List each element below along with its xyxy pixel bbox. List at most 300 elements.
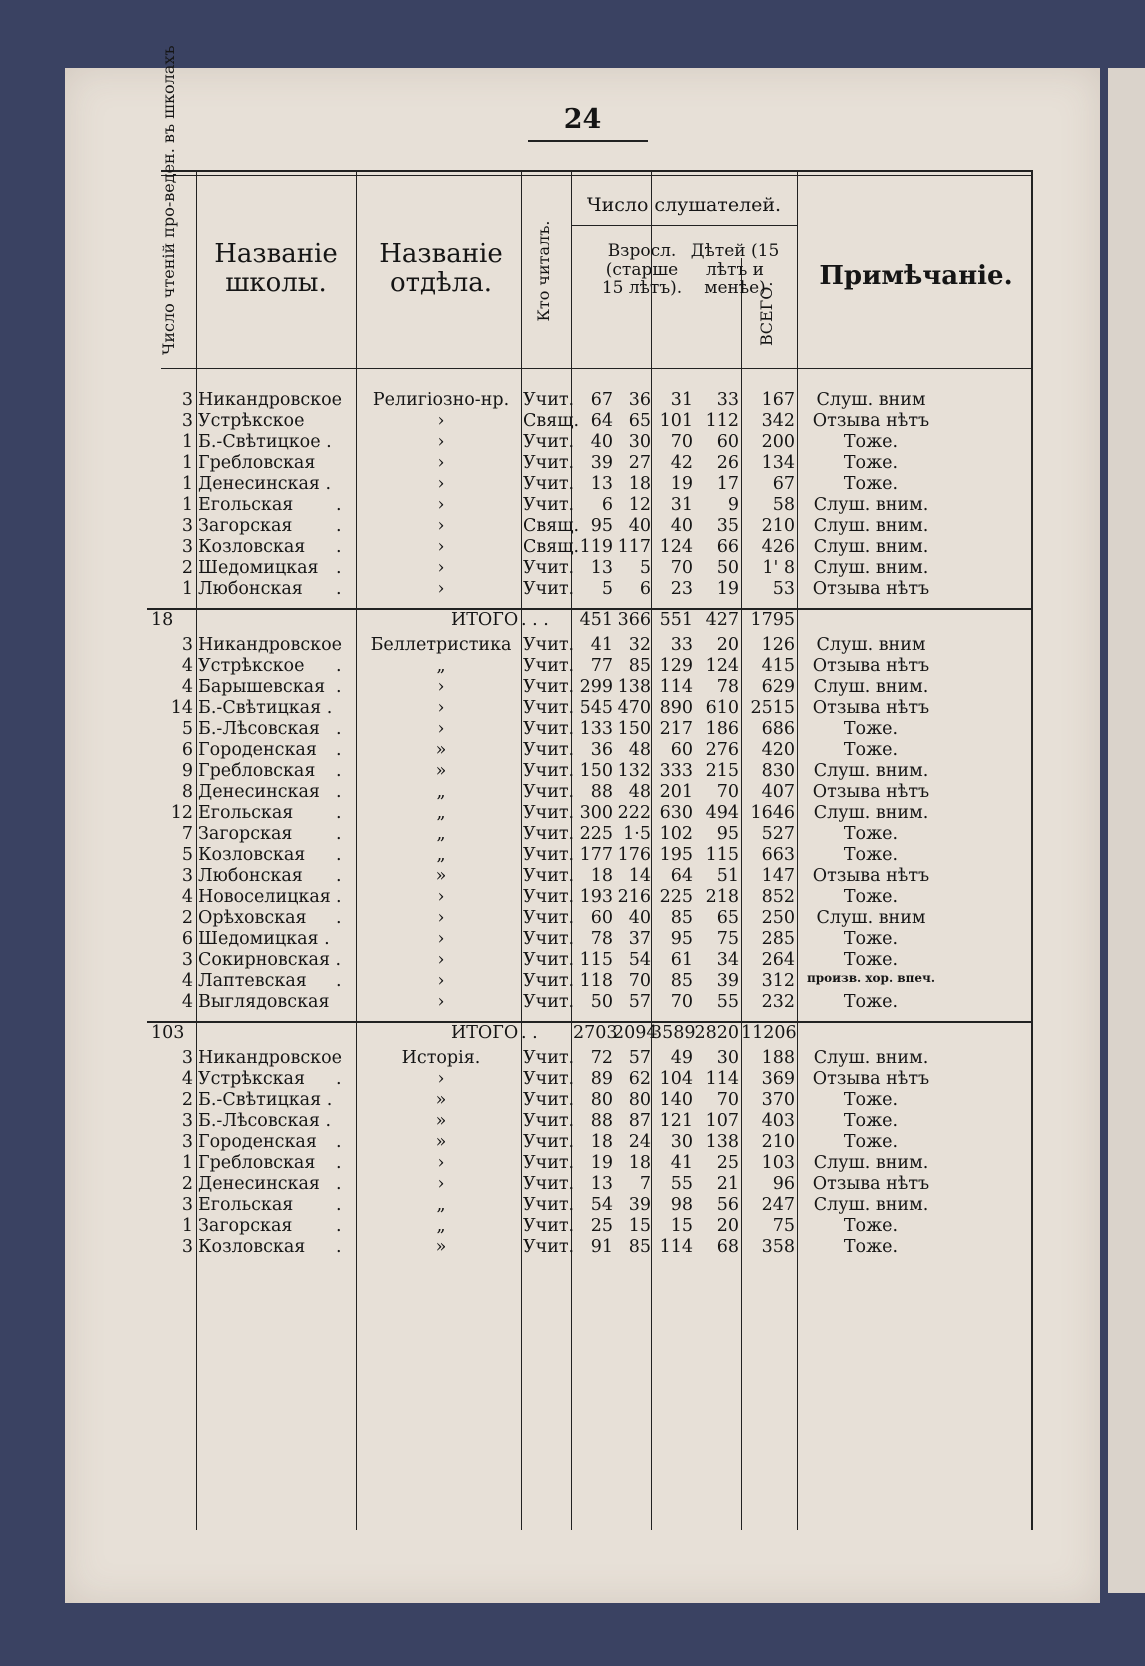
table-top-rule-thin	[161, 175, 1031, 176]
table-row	[161, 1048, 1031, 1069]
reader: Учит.	[523, 1069, 575, 1089]
readings-count: 2	[181, 908, 193, 928]
reader: Учит.	[523, 929, 575, 949]
adults-female: 14	[628, 866, 651, 886]
children-male: 55	[670, 1174, 693, 1194]
department-name: ›	[437, 537, 445, 557]
remark: Слуш. вним.	[813, 495, 929, 515]
remark: Слуш. вним	[816, 390, 926, 410]
adults-male: 88	[590, 1111, 613, 1131]
header-reader: Кто читалъ.	[534, 220, 553, 322]
total-adults-male: 451	[579, 610, 613, 630]
department-name: ›	[437, 992, 445, 1012]
remark: Слуш. вним.	[813, 558, 929, 578]
children-female: 33	[716, 390, 739, 410]
leader-dots: .	[336, 677, 342, 697]
row-total: 232	[761, 992, 795, 1012]
adults-female: 7	[639, 1174, 651, 1194]
readings-count: 1	[181, 1153, 193, 1173]
leader-dots: .	[336, 782, 342, 802]
table-row	[161, 719, 1031, 740]
department-name: ›	[437, 516, 445, 536]
header-bottom-rule	[161, 368, 1031, 369]
table-row	[161, 1111, 1031, 1132]
remark: произв. хор. впеч.	[806, 971, 936, 985]
header-department: Названіе отдѣла.	[379, 239, 503, 298]
readings-count: 1	[181, 474, 193, 494]
adults-female: 85	[628, 1237, 651, 1257]
reader: Учит.	[523, 474, 575, 494]
row-total: 312	[761, 971, 795, 991]
remark: Тоже.	[843, 845, 899, 865]
readings-count: 14	[170, 698, 193, 718]
adults-female: 18	[628, 1153, 651, 1173]
children-female: 50	[716, 558, 739, 578]
adults-male: 13	[590, 1174, 613, 1194]
school-name: Егольская	[198, 495, 294, 515]
readings-count: 3	[181, 635, 193, 655]
table-row	[161, 1195, 1031, 1216]
department-name: ›	[437, 719, 445, 739]
children-female: 20	[716, 1216, 739, 1236]
adults-female: 12	[628, 495, 651, 515]
total-adults-female: 366	[617, 610, 651, 630]
department-name: „	[436, 803, 446, 823]
readings-count: 1	[181, 579, 193, 599]
remark: Отзыва нѣтъ	[812, 579, 930, 599]
table-row	[161, 929, 1031, 950]
school-name: Козловская	[198, 537, 306, 557]
children-male: 31	[670, 390, 693, 410]
adults-male: 67	[590, 390, 613, 410]
reader: Учит.	[523, 887, 575, 907]
remark: Отзыва нѣтъ	[812, 656, 930, 676]
adults-male: 299	[579, 677, 613, 697]
leader-dots: .	[336, 495, 342, 515]
adults-female: 62	[628, 1069, 651, 1089]
reader: Учит.	[523, 1195, 575, 1215]
readings-count: 3	[181, 1111, 193, 1131]
reader: Учит.	[523, 698, 575, 718]
children-male: 41	[670, 1153, 693, 1173]
children-male: 114	[659, 677, 693, 697]
statistics-table	[151, 45, 1031, 1530]
readings-count: 3	[181, 390, 193, 410]
school-name: Б.-Лѣсовская .	[198, 1111, 332, 1131]
readings-count: 1	[181, 432, 193, 452]
remark: Тоже.	[843, 1132, 899, 1152]
remark: Тоже.	[843, 740, 899, 760]
table-row	[161, 845, 1031, 866]
readings-count: 3	[181, 516, 193, 536]
total-children-female: 427	[705, 610, 739, 630]
remark: Слуш. вним	[816, 635, 926, 655]
children-male: 101	[659, 411, 693, 431]
children-female: 35	[716, 516, 739, 536]
table-row	[161, 558, 1031, 579]
reader: Учит.	[523, 579, 575, 599]
school-name: Загорская	[198, 824, 293, 844]
department-name: ›	[437, 579, 445, 599]
children-female: 138	[705, 1132, 739, 1152]
children-male: 890	[659, 698, 693, 718]
leader-dots: .	[336, 537, 342, 557]
readings-count: 3	[181, 1195, 193, 1215]
remark: Тоже.	[843, 887, 899, 907]
adults-male: 41	[590, 635, 613, 655]
total-dots: . . .	[521, 610, 549, 630]
remark: Слуш. вним.	[813, 1048, 929, 1068]
row-total: 420	[761, 740, 795, 760]
children-female: 9	[727, 495, 739, 515]
row-total: 426	[761, 537, 795, 557]
school-name: Гребловская	[198, 453, 316, 473]
leader-dots: .	[336, 1216, 342, 1236]
adults-male: 18	[590, 1132, 613, 1152]
leader-dots: .	[336, 971, 342, 991]
row-total: 53	[772, 579, 795, 599]
school-name: Б.-Лѣсовская	[198, 719, 320, 739]
school-name: Барышевская	[198, 677, 326, 697]
children-male: 70	[670, 432, 693, 452]
table-row	[161, 1237, 1031, 1258]
school-name: Городенская	[198, 1132, 317, 1152]
department-name: ›	[437, 971, 445, 991]
page-number-rule	[528, 140, 648, 142]
table-row	[161, 1153, 1031, 1174]
school-name: Лаптевская	[198, 971, 307, 991]
total-adults-male: 2703	[573, 1023, 618, 1043]
remark: Тоже.	[843, 719, 899, 739]
total-label: ИТОГО	[451, 610, 519, 630]
school-name: Никандровское	[198, 635, 342, 655]
remark: Тоже.	[843, 1111, 899, 1131]
children-male: 42	[670, 453, 693, 473]
children-female: 55	[716, 992, 739, 1012]
adults-female: 18	[628, 474, 651, 494]
adults-female: 222	[617, 803, 651, 823]
adults-male: 40	[590, 432, 613, 452]
row-total: 285	[761, 929, 795, 949]
table-row	[161, 677, 1031, 698]
reader: Учит.	[523, 1153, 575, 1173]
adults-female: 80	[628, 1090, 651, 1110]
department-name: ›	[437, 432, 445, 452]
section-total-row	[151, 1023, 1031, 1044]
total-dots: . .	[521, 1023, 538, 1043]
row-total: 830	[761, 761, 795, 781]
row-total: 250	[761, 908, 795, 928]
readings-count: 7	[181, 824, 193, 844]
school-name: Никандровское	[198, 390, 342, 410]
school-name: Любонская	[198, 579, 303, 599]
adults-female: 40	[628, 908, 651, 928]
children-male: 95	[670, 929, 693, 949]
children-female: 75	[716, 929, 739, 949]
table-top-rule	[161, 170, 1031, 172]
children-male: 104	[659, 1069, 693, 1089]
adults-female: 15	[628, 1216, 651, 1236]
department-name: ›	[437, 950, 445, 970]
header-rule	[571, 225, 797, 226]
row-total: 264	[761, 950, 795, 970]
children-male: 630	[659, 803, 693, 823]
row-total: 527	[761, 824, 795, 844]
department-name: ›	[437, 1153, 445, 1173]
department-name: ›	[437, 1174, 445, 1194]
table-row	[161, 411, 1031, 432]
department-name: Беллетристика	[370, 635, 512, 655]
school-name: Устрѣкская	[198, 1069, 306, 1089]
readings-count: 5	[181, 845, 193, 865]
children-female: 276	[705, 740, 739, 760]
department-name: ›	[437, 474, 445, 494]
adults-male: 39	[590, 453, 613, 473]
reader: Учит.	[523, 1237, 575, 1257]
children-female: 19	[716, 579, 739, 599]
children-male: 102	[659, 824, 693, 844]
header-children: Дѣтей (15 лѣтъ и менѣе)	[690, 241, 780, 299]
table-row	[161, 803, 1031, 824]
header-listeners: Число слушателей.	[586, 194, 782, 216]
children-female: 610	[705, 698, 739, 718]
adults-female: 54	[628, 950, 651, 970]
department-name: Религіозно-нр.	[372, 390, 510, 410]
school-name: Выглядовская	[198, 992, 330, 1012]
reader: Учит.	[523, 761, 575, 781]
adults-female: 57	[628, 1048, 651, 1068]
adults-male: 91	[590, 1237, 613, 1257]
children-female: 114	[705, 1069, 739, 1089]
adults-female: 138	[617, 677, 651, 697]
department-name: „	[436, 782, 446, 802]
department-name: ›	[437, 411, 445, 431]
table-row	[161, 950, 1031, 971]
department-name: »	[435, 1237, 447, 1257]
table-row	[161, 537, 1031, 558]
adults-male: 19	[590, 1153, 613, 1173]
leader-dots: .	[336, 761, 342, 781]
table-row	[161, 761, 1031, 782]
table-row	[161, 971, 1031, 992]
section-total-rule	[147, 1021, 1031, 1023]
remark: Слуш. вним.	[813, 1195, 929, 1215]
department-name: ›	[437, 558, 445, 578]
row-total: 75	[772, 1216, 795, 1236]
remark: Отзыва нѣтъ	[812, 1174, 930, 1194]
row-total: 1646	[750, 803, 795, 823]
reader: Учит.	[523, 782, 575, 802]
adults-female: 65	[628, 411, 651, 431]
department-name: »	[435, 1111, 447, 1131]
header-total: ВСЕГО.	[757, 281, 776, 346]
readings-count: 12	[170, 803, 193, 823]
children-female: 21	[716, 1174, 739, 1194]
adults-male: 133	[579, 719, 613, 739]
children-female: 51	[716, 866, 739, 886]
readings-count: 4	[181, 677, 193, 697]
children-female: 25	[716, 1153, 739, 1173]
department-name: ›	[437, 495, 445, 515]
reader: Учит.	[523, 1174, 575, 1194]
adults-male: 78	[590, 929, 613, 949]
adults-female: 87	[628, 1111, 651, 1131]
children-female: 124	[705, 656, 739, 676]
leader-dots: .	[336, 845, 342, 865]
leader-dots: .	[336, 740, 342, 760]
children-female: 107	[705, 1111, 739, 1131]
remark: Слуш. вним.	[813, 761, 929, 781]
readings-count: 2	[181, 558, 193, 578]
grand-total: 1795	[750, 610, 795, 630]
school-name: Новоселицкая	[198, 887, 331, 907]
leader-dots: .	[336, 866, 342, 886]
reader: Учит.	[523, 453, 575, 473]
row-total: 126	[761, 635, 795, 655]
children-male: 201	[659, 782, 693, 802]
table-row	[161, 656, 1031, 677]
reader: Учит.	[523, 677, 575, 697]
children-male: 61	[670, 950, 693, 970]
adults-male: 13	[590, 558, 613, 578]
children-male: 121	[659, 1111, 693, 1131]
readings-count: 1	[181, 453, 193, 473]
children-male: 31	[670, 495, 693, 515]
header-note: Примѣчаніе.	[819, 261, 1013, 291]
leader-dots: .	[336, 558, 342, 578]
school-name: Загорская	[198, 1216, 293, 1236]
school-name: Шедомицкая .	[198, 929, 330, 949]
row-total: 403	[761, 1111, 795, 1131]
children-female: 39	[716, 971, 739, 991]
row-total: 200	[761, 432, 795, 452]
department-name: »	[435, 740, 447, 760]
adults-male: 150	[579, 761, 613, 781]
adults-male: 60	[590, 908, 613, 928]
adults-male: 13	[590, 474, 613, 494]
readings-count: 4	[181, 971, 193, 991]
readings-count: 3	[181, 866, 193, 886]
grand-total: 11206	[741, 1023, 797, 1043]
reader: Учит.	[523, 845, 575, 865]
school-name: Денесинская	[198, 1174, 320, 1194]
row-total: 663	[761, 845, 795, 865]
table-row	[161, 1174, 1031, 1195]
row-total: 1' 8	[762, 558, 795, 578]
col-rule	[1031, 170, 1033, 1530]
school-name: Орѣховская	[198, 908, 307, 928]
readings-count: 6	[181, 929, 193, 949]
remark: Тоже.	[843, 1090, 899, 1110]
department-name: ›	[437, 677, 445, 697]
section-total-rule	[147, 608, 1031, 610]
adults-male: 5	[601, 579, 613, 599]
adults-female: 24	[628, 1132, 651, 1152]
children-male: 23	[670, 579, 693, 599]
children-male: 129	[659, 656, 693, 676]
children-male: 85	[670, 971, 693, 991]
adults-female: 37	[628, 929, 651, 949]
table-row	[161, 740, 1031, 761]
school-name: Сокирновская .	[198, 950, 342, 970]
department-name: »	[435, 1090, 447, 1110]
table-row	[161, 824, 1031, 845]
remark: Тоже.	[843, 992, 899, 1012]
leader-dots: .	[336, 719, 342, 739]
row-total: 407	[761, 782, 795, 802]
table-row	[161, 516, 1031, 537]
total-children-male: 3589	[651, 1023, 696, 1043]
remark: Слуш. вним.	[813, 537, 929, 557]
readings-count: 3	[181, 1048, 193, 1068]
readings-count: 4	[181, 1069, 193, 1089]
school-name: Гребловская	[198, 761, 316, 781]
children-female: 60	[716, 432, 739, 452]
table-row	[161, 453, 1031, 474]
reader: Учит.	[523, 824, 575, 844]
school-name: Егольская	[198, 803, 294, 823]
remark: Тоже.	[843, 824, 899, 844]
readings-count: 4	[181, 992, 193, 1012]
table-row	[161, 1132, 1031, 1153]
children-male: 70	[670, 558, 693, 578]
children-male: 98	[670, 1195, 693, 1215]
adults-female: 150	[617, 719, 651, 739]
leader-dots: .	[336, 803, 342, 823]
school-name: Загорская	[198, 516, 293, 536]
adults-female: 117	[617, 537, 651, 557]
row-total: 167	[761, 390, 795, 410]
children-female: 95	[716, 824, 739, 844]
readings-count: 1	[181, 495, 193, 515]
children-female: 17	[716, 474, 739, 494]
header-count: Число чтеній про-веден. въ школахъ	[159, 45, 178, 355]
children-male: 30	[670, 1132, 693, 1152]
department-name: „	[436, 1216, 446, 1236]
children-male: 225	[659, 887, 693, 907]
children-female: 26	[716, 453, 739, 473]
adults-male: 95	[590, 516, 613, 536]
row-total: 247	[761, 1195, 795, 1215]
leader-dots: .	[336, 1237, 342, 1257]
row-total: 188	[761, 1048, 795, 1068]
row-total: 369	[761, 1069, 795, 1089]
children-female: 70	[716, 1090, 739, 1110]
reader: Учит.	[523, 390, 575, 410]
row-total: 852	[761, 887, 795, 907]
adults-male: 193	[579, 887, 613, 907]
children-female: 56	[716, 1195, 739, 1215]
department-name: »	[435, 1132, 447, 1152]
row-total: 96	[772, 1174, 795, 1194]
school-name: Козловская	[198, 1237, 306, 1257]
readings-count: 8	[181, 782, 193, 802]
children-female: 30	[716, 1048, 739, 1068]
document-page	[65, 45, 1100, 1603]
adults-female: 39	[628, 1195, 651, 1215]
school-name: Городенская	[198, 740, 317, 760]
department-name: ›	[437, 1069, 445, 1089]
readings-count: 6	[181, 740, 193, 760]
leader-dots: .	[336, 824, 342, 844]
department-name: „	[436, 1195, 446, 1215]
remark: Слуш. вним.	[813, 803, 929, 823]
table-row	[161, 698, 1031, 719]
readings-count: 2	[181, 1174, 193, 1194]
adults-female: 36	[628, 390, 651, 410]
table-row	[161, 579, 1031, 600]
adults-male: 50	[590, 992, 613, 1012]
